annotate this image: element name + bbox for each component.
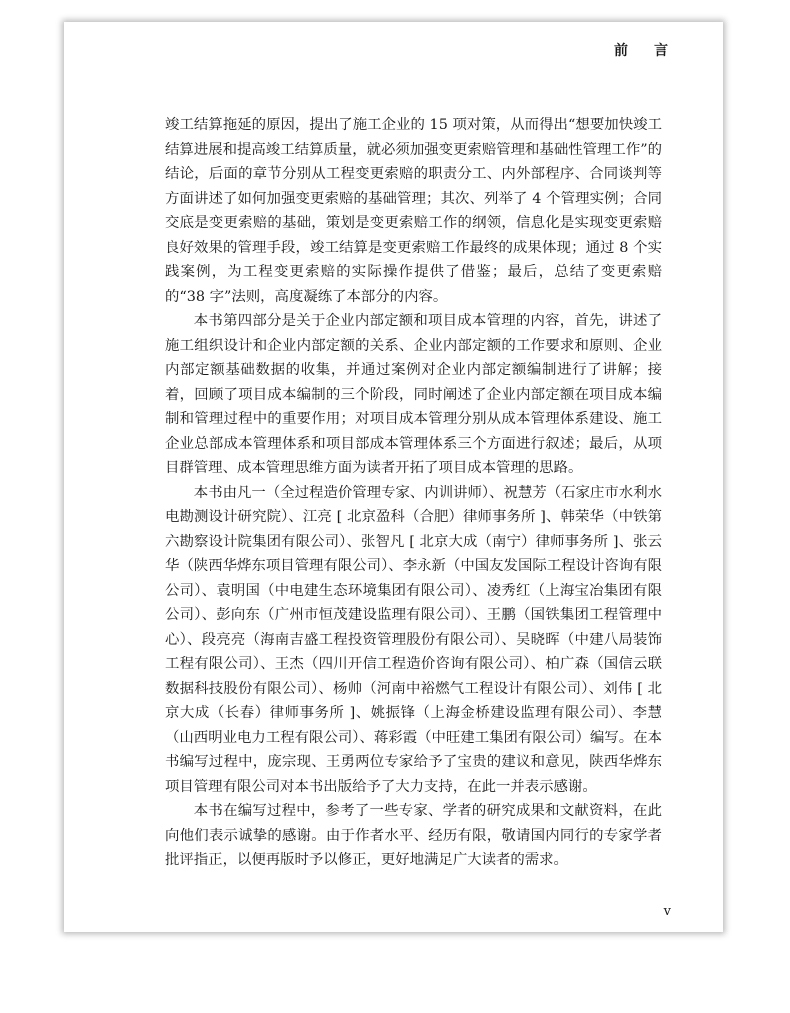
- page-number: v: [663, 904, 671, 919]
- paragraph-authors: 本书由凡一（全过程造价管理专家、内训讲师）、祝慧芳（石家庄市水利水电勘测设计研究院）、江亮 [ 北京盈科（合肥）律师事务所 ]、韩荣华（中铁第六勘察设计院集团有限公司）、张智凡 [ 北京大成（南宁）律师事务所 ]、张云华（陕西华烨东项目管理有限公司）、李永新（中国友发国际工程设计咨询有限公司）、袁明国（中电建生态环境集团有限公司）、凌秀红（上海宝冶集团有限公司）、彭向东（广州市恒茂建设监理有限公司）、王鹏（国铁集团工程管理中心）、段亮亮（海南吉盛工程投资管理股份有限公司）、吴晓晖（中建八局装饰工程有限公司）、王杰（四川开信工程造价咨询有限公司）、柏广森（国信云联数据科技股份有限公司）、杨帅（河南中裕燃气工程设计有限公司）、刘伟 [ 北京大成（长春）律师事务所 ]、姚振锋（上海金桥建设监理有限公司）、李慧（山西明业电力工程有限公司）、蒋彩霞（中旺建工集团有限公司）编写。在本书编写过程中，庞宗现、王勇两位专家给予了宝贵的建议和意见，陕西华烨东项目管理有限公司对本书出版给予了大力支持，在此一并表示感谢。: [165, 484, 662, 795]
- paragraph-part-four: 本书第四部分是关于企业内部定额和项目成本管理的内容，首先，讲述了施工组织设计和企业内部定额的关系、企业内部定额的工作要求和原则、企业内部定额基础数据的收集，并通过案例对企业内部定额编制进行了讲解；接着，回顾了项目成本编制的三个阶段，同时阐述了企业内部定额在项目成本编制和管理过程中的重要作用；对项目成本管理分别从成本管理体系建设、施工企业总部成本管理体系和项目部成本管理体系三个方面进行叙述；最后，从项目群管理、成本管理思维方面为读者开拓了项目成本管理的思路。: [165, 313, 662, 476]
- paragraph-acknowledgement: 本书在编写过程中，参考了一些专家、学者的研究成果和文献资料，在此向他们表示诚挚的感谢。由于作者水平、经历有限，敬请国内同行的专家学者批评指正，以便再版时予以修正，更好地满足广大读者的需求。: [165, 803, 662, 868]
- body-text: [165, 113, 662, 873]
- document-page: [64, 22, 723, 932]
- running-header: 前 言: [614, 43, 674, 59]
- paragraph-continuation: 竣工结算拖延的原因，提出了施工企业的 15 项对策，从而得出“想要加快竣工结算进展和提高竣工结算质量，就必须加强变更索赔管理和基础性管理工作”的结论，后面的章节分别从工程变更索赔的职责分工、内外部程序、合同谈判等方面讲述了如何加强变更索赔的基础管理；其次、列举了 4 个管理实例；合同交底是变更索赔的基础，策划是变更索赔工作的纲领，信息化是实现变更索赔良好效果的管理手段，竣工结算是变更索赔工作最终的成果体现；通过 8 个实践案例，为工程变更索赔的实际操作提供了借鉴；最后，总结了变更索赔的“38 字”法则，高度凝练了本部分的内容。: [165, 117, 662, 305]
